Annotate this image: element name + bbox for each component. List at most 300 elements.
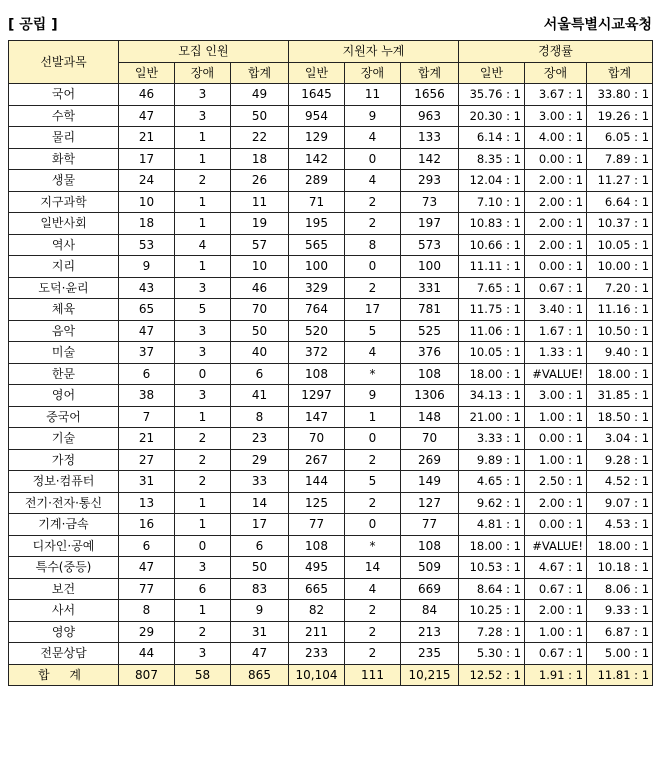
applicants-header: 지원자 누계 [289,41,459,63]
ratio-disabled-cell: 1.67 : 1 [525,320,587,342]
table-row [9,127,653,149]
ratio-disabled-cell: 2.00 : 1 [525,600,587,622]
applicants-disabled-cell: 2 [345,213,401,235]
ratio-total-cell: 4.52 : 1 [587,471,653,493]
ratio-total-cell: 9.33 : 1 [587,600,653,622]
ratio-total-cell: 18.50 : 1 [587,406,653,428]
recruit-total-cell: 22 [231,127,289,149]
ratio-general-cell: 3.33 : 1 [459,428,525,450]
applicants-disabled-cell: 14 [345,557,401,579]
ratio-total-cell: 11.81 : 1 [587,664,653,686]
ratio-general-cell: 10.05 : 1 [459,342,525,364]
recruit-general-cell: 21 [119,428,175,450]
recruit-total-cell: 46 [231,277,289,299]
recruit-general-cell: 9 [119,256,175,278]
recruit-disabled-cell: 3 [175,557,231,579]
recruit-disabled-header: 장애 [175,62,231,84]
total-row [9,664,653,686]
ratio-total-cell: 7.20 : 1 [587,277,653,299]
applicants-general-cell: 233 [289,643,345,665]
recruit-total-cell: 40 [231,342,289,364]
ratio-total-header: 합계 [587,62,653,84]
applicants-general-cell: 267 [289,449,345,471]
recruit-total-header: 합계 [231,62,289,84]
recruit-general-cell: 47 [119,320,175,342]
recruit-disabled-cell: 1 [175,127,231,149]
recruit-total-cell: 865 [231,664,289,686]
ratio-general-cell: 4.81 : 1 [459,514,525,536]
recruit-total-cell: 31 [231,621,289,643]
recruit-total-cell: 26 [231,170,289,192]
recruit-disabled-cell: 1 [175,213,231,235]
ratio-disabled-cell: 3.00 : 1 [525,385,587,407]
subject-cell: 기술 [9,428,119,450]
ratio-total-cell: 11.27 : 1 [587,170,653,192]
table-row [9,449,653,471]
subject-cell: 지리 [9,256,119,278]
applicants-total-cell: 213 [401,621,459,643]
ratio-general-cell: 7.10 : 1 [459,191,525,213]
recruit-general-cell: 77 [119,578,175,600]
recruit-general-cell: 44 [119,643,175,665]
table-row [9,342,653,364]
applicants-disabled-cell: 2 [345,600,401,622]
recruit-total-cell: 17 [231,514,289,536]
table-row [9,643,653,665]
applicants-total-cell: 70 [401,428,459,450]
subject-cell: 전기·전자·통신 [9,492,119,514]
applicants-disabled-cell: * [345,363,401,385]
ratio-general-cell: 9.89 : 1 [459,449,525,471]
recruit-disabled-cell: 1 [175,191,231,213]
ratio-general-cell: 9.62 : 1 [459,492,525,514]
subject-cell: 국어 [9,84,119,106]
ratio-general-cell: 10.53 : 1 [459,557,525,579]
recruit-total-cell: 14 [231,492,289,514]
table-row [9,256,653,278]
ratio-total-cell: 5.00 : 1 [587,643,653,665]
applicants-disabled-cell: 0 [345,514,401,536]
subject-cell: 생물 [9,170,119,192]
applicants-total-cell: 127 [401,492,459,514]
table-row [9,363,653,385]
applicants-disabled-cell: 2 [345,492,401,514]
ratio-total-cell: 9.40 : 1 [587,342,653,364]
applicants-disabled-cell: 0 [345,428,401,450]
applicants-total-header: 합계 [401,62,459,84]
applicants-general-cell: 565 [289,234,345,256]
applicants-general-cell: 1297 [289,385,345,407]
applicants-general-cell: 954 [289,105,345,127]
recruit-total-cell: 19 [231,213,289,235]
ratio-total-cell: 31.85 : 1 [587,385,653,407]
ratio-general-cell: 7.28 : 1 [459,621,525,643]
recruit-total-cell: 10 [231,256,289,278]
recruit-disabled-cell: 1 [175,492,231,514]
applicants-general-cell: 129 [289,127,345,149]
applicants-disabled-cell: 9 [345,385,401,407]
applicants-general-cell: 77 [289,514,345,536]
applicants-total-cell: 669 [401,578,459,600]
ratio-disabled-cell: 2.00 : 1 [525,492,587,514]
applicants-general-cell: 10,104 [289,664,345,686]
recruit-general-cell: 27 [119,449,175,471]
ratio-general-cell: 6.14 : 1 [459,127,525,149]
recruit-total-cell: 11 [231,191,289,213]
recruit-disabled-cell: 3 [175,643,231,665]
ratio-total-cell: 3.04 : 1 [587,428,653,450]
ratio-general-cell: 10.66 : 1 [459,234,525,256]
applicants-total-cell: 77 [401,514,459,536]
ratio-disabled-cell: 0.00 : 1 [525,256,587,278]
table-row [9,148,653,170]
ratio-total-cell: 18.00 : 1 [587,363,653,385]
ratio-total-cell: 6.87 : 1 [587,621,653,643]
applicants-general-header: 일반 [289,62,345,84]
ratio-header: 경쟁률 [459,41,653,63]
applicants-total-cell: 269 [401,449,459,471]
recruit-total-cell: 57 [231,234,289,256]
table-row [9,557,653,579]
table-row [9,170,653,192]
table-row [9,277,653,299]
recruit-general-cell: 47 [119,105,175,127]
recruit-general-cell: 53 [119,234,175,256]
applicants-disabled-cell: 4 [345,342,401,364]
recruit-general-cell: 46 [119,84,175,106]
subject-cell: 음악 [9,320,119,342]
applicants-total-cell: 331 [401,277,459,299]
ratio-total-cell: 10.05 : 1 [587,234,653,256]
ratio-disabled-cell: 4.00 : 1 [525,127,587,149]
recruit-disabled-cell: 3 [175,342,231,364]
ratio-disabled-cell: 0.00 : 1 [525,148,587,170]
applicants-disabled-cell: 2 [345,191,401,213]
applicants-disabled-cell: 11 [345,84,401,106]
applicants-disabled-cell: 4 [345,127,401,149]
recruit-disabled-cell: 1 [175,256,231,278]
applicants-disabled-cell: 17 [345,299,401,321]
subject-cell: 중국어 [9,406,119,428]
recruit-general-cell: 24 [119,170,175,192]
applicants-general-cell: 329 [289,277,345,299]
ratio-disabled-cell: 0.67 : 1 [525,277,587,299]
subject-cell: 특수(중등) [9,557,119,579]
ratio-disabled-cell: 1.00 : 1 [525,449,587,471]
applicants-general-cell: 82 [289,600,345,622]
recruit-total-cell: 50 [231,105,289,127]
table-row [9,471,653,493]
applicants-disabled-cell: 5 [345,471,401,493]
ratio-disabled-cell: #VALUE! [525,535,587,557]
applicants-disabled-cell: 8 [345,234,401,256]
ratio-disabled-cell: 2.00 : 1 [525,191,587,213]
applicants-disabled-cell: 4 [345,170,401,192]
subject-cell: 정보·컴퓨터 [9,471,119,493]
subject-cell: 도덕·윤리 [9,277,119,299]
table-row [9,428,653,450]
recruit-disabled-cell: 3 [175,277,231,299]
subject-cell: 사서 [9,600,119,622]
table-row [9,385,653,407]
ratio-disabled-header: 장애 [525,62,587,84]
ratio-general-cell: 18.00 : 1 [459,363,525,385]
ratio-general-cell: 8.64 : 1 [459,578,525,600]
table-row [9,234,653,256]
applicants-total-cell: 73 [401,191,459,213]
ratio-disabled-cell: 0.00 : 1 [525,514,587,536]
recruit-disabled-cell: 2 [175,170,231,192]
ratio-total-cell: 9.28 : 1 [587,449,653,471]
table-row [9,320,653,342]
recruit-disabled-cell: 58 [175,664,231,686]
applicants-disabled-cell: 1 [345,406,401,428]
recruit-total-cell: 83 [231,578,289,600]
applicants-total-cell: 148 [401,406,459,428]
recruit-general-cell: 8 [119,600,175,622]
applicants-general-cell: 144 [289,471,345,493]
applicants-disabled-cell: 2 [345,277,401,299]
recruit-total-cell: 6 [231,535,289,557]
ratio-total-cell: 9.07 : 1 [587,492,653,514]
recruit-general-cell: 43 [119,277,175,299]
recruit-general-cell: 13 [119,492,175,514]
ratio-general-cell: 11.75 : 1 [459,299,525,321]
recruit-total-cell: 50 [231,557,289,579]
recruit-general-cell: 807 [119,664,175,686]
ratio-general-cell: 18.00 : 1 [459,535,525,557]
applicants-general-cell: 125 [289,492,345,514]
applicants-general-cell: 289 [289,170,345,192]
subject-cell: 한문 [9,363,119,385]
ratio-disabled-cell: 2.50 : 1 [525,471,587,493]
subject-cell: 가정 [9,449,119,471]
applicants-total-cell: 100 [401,256,459,278]
recruit-disabled-cell: 1 [175,600,231,622]
applicants-disabled-cell: 2 [345,621,401,643]
table-row [9,213,653,235]
recruit-disabled-cell: 5 [175,299,231,321]
subject-cell: 기계·금속 [9,514,119,536]
table-row [9,492,653,514]
ratio-general-cell: 11.06 : 1 [459,320,525,342]
applicants-disabled-cell: 5 [345,320,401,342]
subject-cell: 물리 [9,127,119,149]
applicants-general-cell: 70 [289,428,345,450]
recruit-general-cell: 10 [119,191,175,213]
applicants-total-cell: 197 [401,213,459,235]
applicants-general-cell: 665 [289,578,345,600]
ratio-disabled-cell: 3.00 : 1 [525,105,587,127]
ratio-disabled-cell: 0.67 : 1 [525,578,587,600]
applicants-general-cell: 142 [289,148,345,170]
section-title: [ 공립 ] [8,17,58,33]
recruit-total-cell: 50 [231,320,289,342]
subject-cell: 전문상담 [9,643,119,665]
recruit-general-cell: 21 [119,127,175,149]
applicants-total-cell: 10,215 [401,664,459,686]
applicants-general-cell: 211 [289,621,345,643]
ratio-general-cell: 7.65 : 1 [459,277,525,299]
ratio-disabled-cell: 1.00 : 1 [525,621,587,643]
applicants-disabled-cell: 4 [345,578,401,600]
applicants-general-cell: 195 [289,213,345,235]
applicants-general-cell: 1645 [289,84,345,106]
ratio-general-header: 일반 [459,62,525,84]
recruit-disabled-cell: 3 [175,385,231,407]
ratio-total-cell: 10.00 : 1 [587,256,653,278]
subject-cell: 역사 [9,234,119,256]
recruit-total-cell: 8 [231,406,289,428]
applicants-total-cell: 963 [401,105,459,127]
applicants-disabled-cell: 111 [345,664,401,686]
applicants-total-cell: 525 [401,320,459,342]
applicants-general-cell: 147 [289,406,345,428]
ratio-disabled-cell: 2.00 : 1 [525,170,587,192]
applicants-general-cell: 108 [289,363,345,385]
applicants-general-cell: 71 [289,191,345,213]
applicants-total-cell: 149 [401,471,459,493]
ratio-general-cell: 5.30 : 1 [459,643,525,665]
table-row [9,105,653,127]
recruit-total-cell: 18 [231,148,289,170]
recruit-general-cell: 16 [119,514,175,536]
recruit-total-cell: 23 [231,428,289,450]
recruit-general-cell: 65 [119,299,175,321]
table-row [9,514,653,536]
recruit-disabled-cell: 2 [175,449,231,471]
ratio-total-cell: 10.18 : 1 [587,557,653,579]
recruit-general-cell: 6 [119,535,175,557]
applicants-general-cell: 764 [289,299,345,321]
applicants-total-cell: 235 [401,643,459,665]
recruit-disabled-cell: 0 [175,363,231,385]
recruit-disabled-cell: 2 [175,428,231,450]
ratio-general-cell: 4.65 : 1 [459,471,525,493]
recruit-disabled-cell: 1 [175,406,231,428]
subject-cell: 수학 [9,105,119,127]
recruit-disabled-cell: 3 [175,105,231,127]
recruit-general-cell: 31 [119,471,175,493]
applicants-total-cell: 142 [401,148,459,170]
recruit-total-cell: 6 [231,363,289,385]
ratio-total-cell: 33.80 : 1 [587,84,653,106]
applicants-total-cell: 1306 [401,385,459,407]
recruit-general-cell: 29 [119,621,175,643]
ratio-disabled-cell: 3.67 : 1 [525,84,587,106]
subject-header: 선발과목 [9,41,119,84]
applicants-total-cell: 293 [401,170,459,192]
recruit-total-cell: 70 [231,299,289,321]
competition-table [8,40,653,686]
applicants-disabled-header: 장애 [345,62,401,84]
applicants-general-cell: 108 [289,535,345,557]
table-row [9,578,653,600]
table-row [9,84,653,106]
recruit-disabled-cell: 2 [175,621,231,643]
recruit-general-header: 일반 [119,62,175,84]
ratio-total-cell: 6.05 : 1 [587,127,653,149]
recruit-general-cell: 6 [119,363,175,385]
subject-cell: 미술 [9,342,119,364]
table-row [9,406,653,428]
ratio-general-cell: 21.00 : 1 [459,406,525,428]
ratio-disabled-cell: #VALUE! [525,363,587,385]
applicants-total-cell: 509 [401,557,459,579]
applicants-disabled-cell: 0 [345,148,401,170]
recruit-total-cell: 49 [231,84,289,106]
applicants-general-cell: 520 [289,320,345,342]
ratio-total-cell: 18.00 : 1 [587,535,653,557]
applicants-total-cell: 133 [401,127,459,149]
applicants-total-cell: 84 [401,600,459,622]
applicants-total-cell: 376 [401,342,459,364]
recruit-general-cell: 17 [119,148,175,170]
recruit-disabled-cell: 2 [175,471,231,493]
applicants-disabled-cell: 2 [345,449,401,471]
ratio-total-cell: 11.16 : 1 [587,299,653,321]
subject-cell: 영양 [9,621,119,643]
recruit-disabled-cell: 3 [175,84,231,106]
ratio-disabled-cell: 1.00 : 1 [525,406,587,428]
recruit-general-cell: 7 [119,406,175,428]
applicants-disabled-cell: 9 [345,105,401,127]
table-body [9,84,653,686]
applicants-disabled-cell: 0 [345,256,401,278]
table-row [9,621,653,643]
ratio-total-cell: 10.50 : 1 [587,320,653,342]
applicants-total-cell: 108 [401,535,459,557]
recruit-total-cell: 33 [231,471,289,493]
recruit-general-cell: 37 [119,342,175,364]
ratio-general-cell: 11.11 : 1 [459,256,525,278]
ratio-general-cell: 8.35 : 1 [459,148,525,170]
subject-cell: 화학 [9,148,119,170]
ratio-general-cell: 10.25 : 1 [459,600,525,622]
applicants-general-cell: 495 [289,557,345,579]
ratio-disabled-cell: 2.00 : 1 [525,234,587,256]
recruit-general-cell: 38 [119,385,175,407]
ratio-general-cell: 12.52 : 1 [459,664,525,686]
ratio-total-cell: 10.37 : 1 [587,213,653,235]
applicants-total-cell: 108 [401,363,459,385]
recruit-total-cell: 41 [231,385,289,407]
ratio-disabled-cell: 3.40 : 1 [525,299,587,321]
subject-cell: 체육 [9,299,119,321]
subject-cell: 지구과학 [9,191,119,213]
table-row [9,299,653,321]
recruit-header: 모집 인원 [119,41,289,63]
agency-name: 서울특별시교육청 [543,17,652,33]
applicants-general-cell: 372 [289,342,345,364]
ratio-general-cell: 12.04 : 1 [459,170,525,192]
recruit-disabled-cell: 3 [175,320,231,342]
table-row [9,600,653,622]
recruit-disabled-cell: 4 [175,234,231,256]
subject-cell: 일반사회 [9,213,119,235]
ratio-total-cell: 19.26 : 1 [587,105,653,127]
applicants-total-cell: 781 [401,299,459,321]
ratio-disabled-cell: 0.00 : 1 [525,428,587,450]
subject-cell: 영어 [9,385,119,407]
ratio-total-cell: 8.06 : 1 [587,578,653,600]
applicants-general-cell: 100 [289,256,345,278]
applicants-total-cell: 573 [401,234,459,256]
subject-cell: 보건 [9,578,119,600]
ratio-disabled-cell: 1.33 : 1 [525,342,587,364]
recruit-total-cell: 29 [231,449,289,471]
applicants-disabled-cell: * [345,535,401,557]
